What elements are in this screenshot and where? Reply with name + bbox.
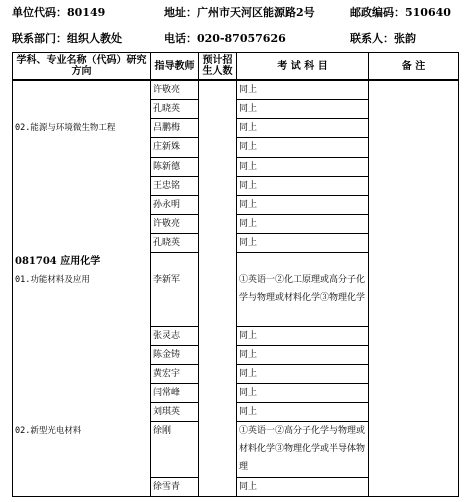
quota-cell <box>199 422 237 477</box>
table-row <box>13 100 459 119</box>
tutor-cell: 许敬亮 <box>151 214 199 233</box>
exam-cell: 同上 <box>237 403 369 422</box>
exam-cell: 同上 <box>237 80 369 100</box>
tutor-cell: 孔晓英 <box>151 100 199 119</box>
table-row <box>13 345 459 364</box>
major-cell <box>13 214 151 233</box>
tutor-cell: 陈金铸 <box>151 345 199 364</box>
col-exam-header: 考 试 科 目 <box>237 53 369 81</box>
col-quota-header: 预计招生人数 <box>199 53 237 81</box>
tutor-cell: 孙永明 <box>151 195 199 214</box>
exam-cell: 同上 <box>237 345 369 364</box>
major-cell <box>13 138 151 157</box>
major-cell: 02.新型光电材料 <box>13 422 151 477</box>
major-cell <box>13 80 151 100</box>
exam-cell: ①英语一②高分子化学与物理或材料化学③物理化学或半导体物理 <box>237 422 369 477</box>
exam-cell: 同上 <box>237 100 369 119</box>
tutor-cell: 孔晓英 <box>151 234 199 253</box>
exam-cell: 同上 <box>237 384 369 403</box>
tutor-cell <box>151 253 199 272</box>
major-cell <box>13 195 151 214</box>
col-note-header: 备 注 <box>369 53 459 81</box>
exam-cell: 同上 <box>237 326 369 345</box>
quota-cell <box>199 234 237 253</box>
note-cell <box>369 119 459 138</box>
note-cell <box>369 195 459 214</box>
table-row <box>13 80 459 100</box>
table-row <box>13 253 459 272</box>
admission-table <box>12 52 459 497</box>
exam-cell <box>237 253 369 272</box>
exam-cell: 同上 <box>237 214 369 233</box>
table-row <box>13 119 459 138</box>
exam-cell: 同上 <box>237 195 369 214</box>
quota-cell <box>199 384 237 403</box>
col-major-header: 学科、专业名称（代码）研究方向 <box>13 53 151 81</box>
note-cell <box>369 100 459 119</box>
table-row <box>13 271 459 326</box>
major-cell: 02.能源与环境微生物工程 <box>13 119 151 138</box>
quota-cell <box>199 253 237 272</box>
table-header-row <box>13 53 459 81</box>
exam-cell: 同上 <box>237 364 369 383</box>
table-row <box>13 234 459 253</box>
quota-cell <box>199 477 237 496</box>
quota-cell <box>199 195 237 214</box>
major-cell <box>13 477 151 496</box>
tutor-cell: 王忠铭 <box>151 176 199 195</box>
quota-cell <box>199 157 237 176</box>
tutor-cell: 黄宏宇 <box>151 364 199 383</box>
major-cell <box>13 345 151 364</box>
tutor-cell: 李新军 <box>151 271 199 326</box>
note-cell <box>369 477 459 496</box>
tutor-cell: 闫常峰 <box>151 384 199 403</box>
note-cell <box>369 234 459 253</box>
table-row <box>13 157 459 176</box>
contact-dept: 联系部门：组织人教处 <box>12 32 122 45</box>
exam-cell: ①英语一②化工原理或高分子化学与物理或材料化学③物理化学 <box>237 271 369 326</box>
tutor-cell: 庄新姝 <box>151 138 199 157</box>
tutor-cell: 徐雪青 <box>151 477 199 496</box>
tutor-cell: 徐刚 <box>151 422 199 477</box>
note-cell <box>369 271 459 326</box>
quota-cell <box>199 326 237 345</box>
note-cell <box>369 253 459 272</box>
note-cell <box>369 138 459 157</box>
table-row <box>13 214 459 233</box>
exam-cell: 同上 <box>237 119 369 138</box>
note-cell <box>369 176 459 195</box>
unit-code: 单位代码：80149 <box>12 6 106 19</box>
major-cell: 01.功能材料及应用 <box>13 271 151 326</box>
note-cell <box>369 326 459 345</box>
tutor-cell: 刘琪英 <box>151 403 199 422</box>
exam-cell: 同上 <box>237 234 369 253</box>
major-cell <box>13 364 151 383</box>
note-cell <box>369 214 459 233</box>
exam-cell: 同上 <box>237 477 369 496</box>
table-row <box>13 364 459 383</box>
quota-cell <box>199 345 237 364</box>
quota-cell <box>199 364 237 383</box>
table-row <box>13 326 459 345</box>
table-row <box>13 176 459 195</box>
address: 地址：广州市天河区能源路2号 <box>164 6 315 19</box>
note-cell <box>369 422 459 477</box>
quota-cell <box>199 138 237 157</box>
major-cell <box>13 403 151 422</box>
note-cell <box>369 345 459 364</box>
note-cell <box>369 80 459 100</box>
major-cell <box>13 234 151 253</box>
table-row <box>13 403 459 422</box>
note-cell <box>369 403 459 422</box>
postcode: 邮政编码：510640 <box>350 6 451 19</box>
note-cell <box>369 364 459 383</box>
major-cell: 081704 应用化学 <box>13 253 151 272</box>
tutor-cell: 许敬亮 <box>151 80 199 100</box>
note-cell <box>369 384 459 403</box>
major-cell <box>13 157 151 176</box>
quota-cell <box>199 403 237 422</box>
tutor-cell: 吕鹏梅 <box>151 119 199 138</box>
major-cell <box>13 176 151 195</box>
note-cell <box>369 157 459 176</box>
tutor-cell: 陈新德 <box>151 157 199 176</box>
table-row <box>13 477 459 496</box>
quota-cell <box>199 100 237 119</box>
table-row <box>13 138 459 157</box>
major-cell <box>13 326 151 345</box>
quota-cell <box>199 119 237 138</box>
quota-cell <box>199 176 237 195</box>
quota-cell <box>199 214 237 233</box>
exam-cell: 同上 <box>237 138 369 157</box>
exam-cell: 同上 <box>237 157 369 176</box>
quota-cell <box>199 80 237 100</box>
col-tutor-header: 指导教师 <box>151 53 199 81</box>
exam-cell: 同上 <box>237 176 369 195</box>
major-cell <box>13 384 151 403</box>
table-body <box>13 80 459 497</box>
table-row <box>13 195 459 214</box>
major-cell <box>13 100 151 119</box>
contact-person: 联系人：张韵 <box>350 32 416 45</box>
phone: 电话：020-87057626 <box>164 32 286 45</box>
tutor-cell: 张灵志 <box>151 326 199 345</box>
table-row <box>13 422 459 477</box>
quota-cell <box>199 271 237 326</box>
table-row <box>13 384 459 403</box>
